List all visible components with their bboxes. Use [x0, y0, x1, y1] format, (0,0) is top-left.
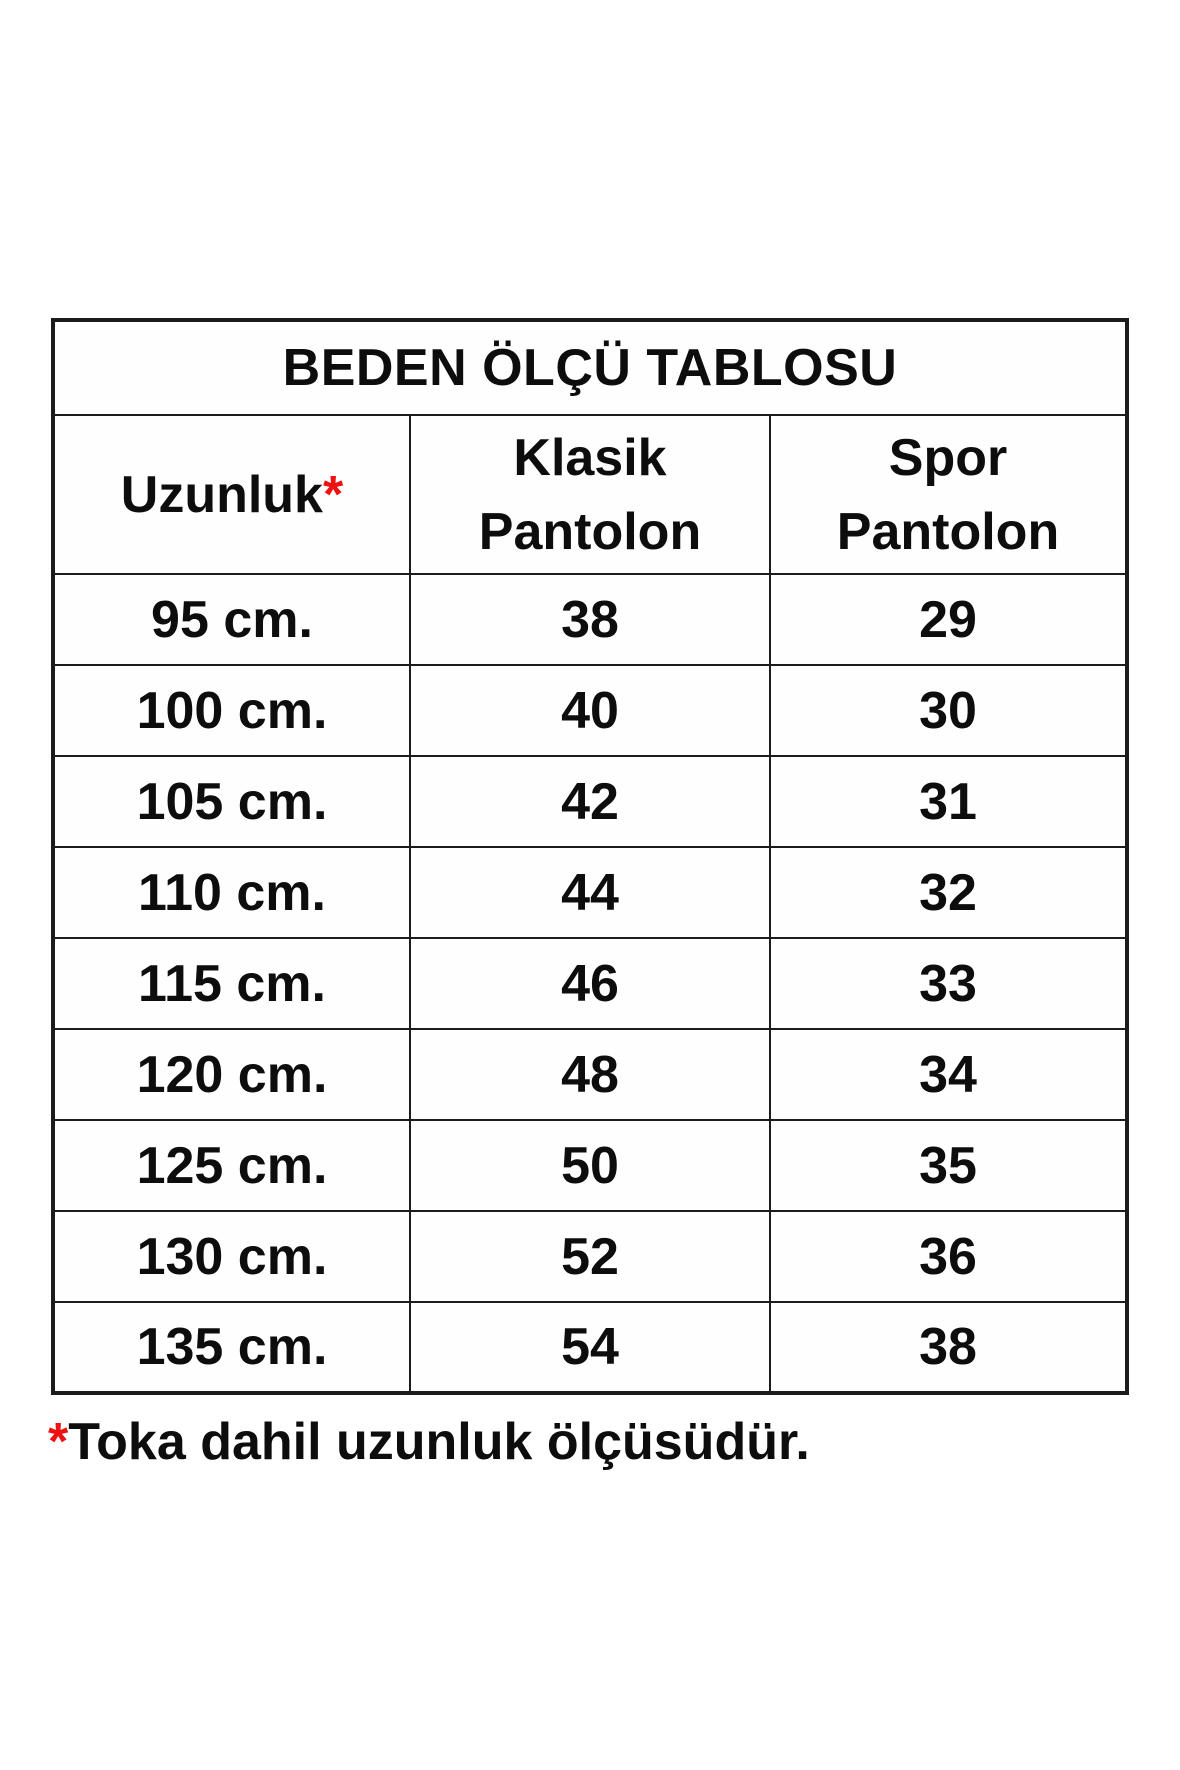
- table-header-row: [53, 415, 1127, 574]
- table-row: [53, 1029, 1127, 1120]
- table-row: [53, 756, 1127, 847]
- length-cell: 115 cm.: [53, 938, 410, 1029]
- header-length: [53, 415, 410, 574]
- sport-cell: 36: [770, 1211, 1127, 1302]
- classic-cell: 40: [410, 665, 770, 756]
- length-cell: 135 cm.: [53, 1302, 410, 1393]
- header-classic: [410, 415, 770, 574]
- table-row: [53, 847, 1127, 938]
- table-row: [53, 665, 1127, 756]
- sport-cell: 30: [770, 665, 1127, 756]
- footnote-asterisk: *: [48, 1413, 69, 1471]
- table-row: [53, 1120, 1127, 1211]
- classic-cell: 52: [410, 1211, 770, 1302]
- sport-cell: 34: [770, 1029, 1127, 1120]
- header-sport-line1: Spor: [888, 428, 1008, 487]
- header-sport: [770, 415, 1127, 574]
- table-title: BEDEN ÖLÇÜ TABLOSU: [53, 320, 1127, 415]
- sport-cell: 31: [770, 756, 1127, 847]
- classic-cell: 50: [410, 1120, 770, 1211]
- sport-cell: 29: [770, 574, 1127, 665]
- classic-cell: 42: [410, 756, 770, 847]
- length-cell: 130 cm.: [53, 1211, 410, 1302]
- length-cell: 95 cm.: [53, 574, 410, 665]
- classic-cell: 38: [410, 574, 770, 665]
- sport-cell: 33: [770, 938, 1127, 1029]
- table-row: [53, 1302, 1127, 1393]
- sport-cell: 35: [770, 1120, 1127, 1211]
- sport-cell: 38: [770, 1302, 1127, 1393]
- header-length-label: Uzunluk: [120, 465, 323, 524]
- header-classic-line1: Klasik: [513, 428, 667, 487]
- classic-cell: 48: [410, 1029, 770, 1120]
- header-classic-line2: Pantolon: [478, 502, 702, 561]
- length-cell: 110 cm.: [53, 847, 410, 938]
- footnote-text: Toka dahil uzunluk ölçüsüdür.: [68, 1413, 810, 1471]
- classic-cell: 46: [410, 938, 770, 1029]
- size-chart-table: [51, 318, 1129, 1395]
- length-cell: 100 cm.: [53, 665, 410, 756]
- table-row: [53, 574, 1127, 665]
- sport-cell: 32: [770, 847, 1127, 938]
- length-cell: 125 cm.: [53, 1120, 410, 1211]
- footnote: [48, 1412, 810, 1472]
- length-cell: 120 cm.: [53, 1029, 410, 1120]
- table-row: [53, 1211, 1127, 1302]
- table-row: [53, 938, 1127, 1029]
- header-length-asterisk: *: [322, 465, 344, 524]
- table-title-row: [53, 320, 1127, 415]
- header-sport-line2: Pantolon: [836, 502, 1060, 561]
- classic-cell: 44: [410, 847, 770, 938]
- length-cell: 105 cm.: [53, 756, 410, 847]
- classic-cell: 54: [410, 1302, 770, 1393]
